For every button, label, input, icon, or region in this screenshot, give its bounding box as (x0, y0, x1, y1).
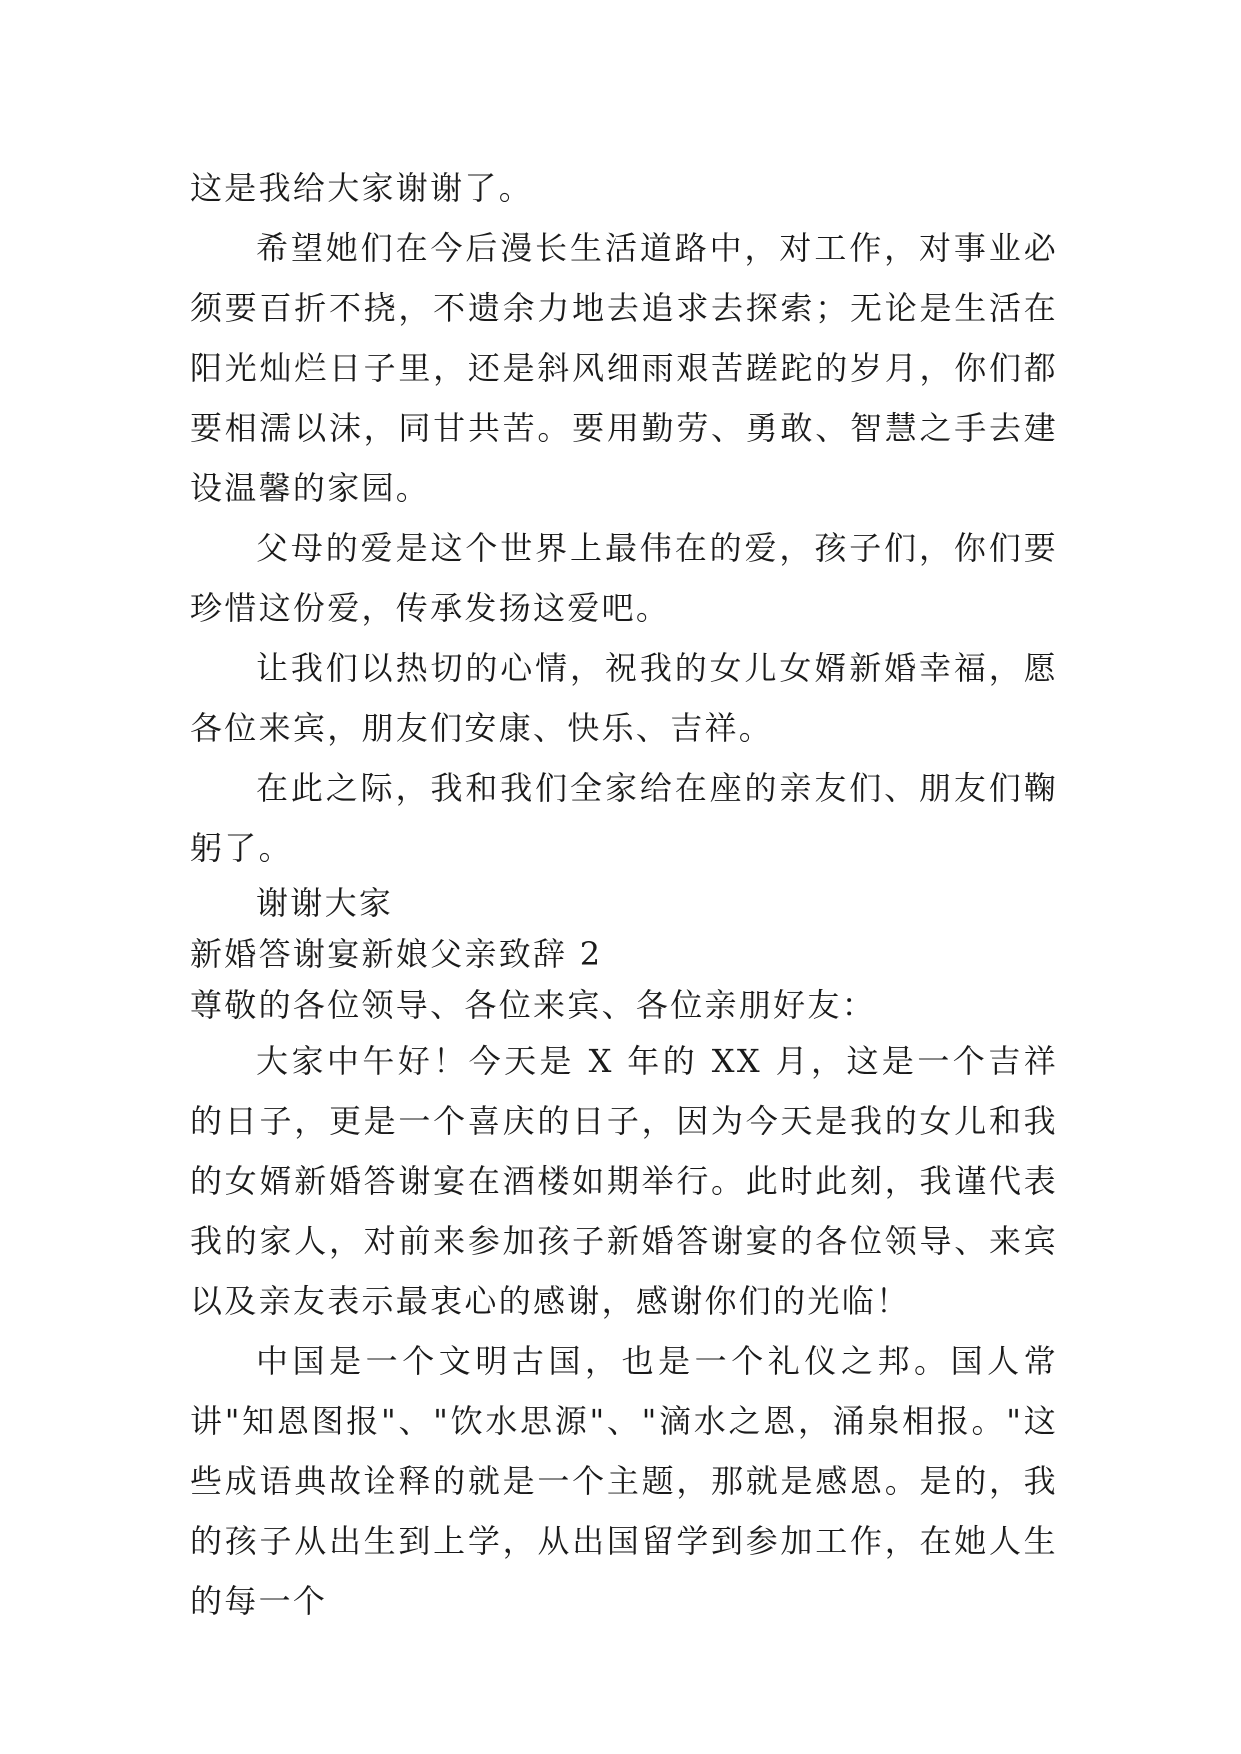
paragraph-bow-to-guests: 在此之际，我和我们全家给在座的亲友们、朋友们鞠躬了。 (190, 769, 1058, 867)
paragraph-blessing: 让我们以热切的心情，祝我的女儿女婿新婚幸福，愿各位来宾，朋友们安康、快乐、吉祥。 (190, 649, 1058, 747)
paragraph-gratitude: 中国是一个文明古国，也是一个礼仪之邦。国人常讲"知恩图报"、"饮水思源"、"滴水之恩，涌泉相报。"这些成语典故诠释的就是一个主题，那就是感恩。是的，我的孩子从出生到上学，从出国留学到参加工作，在她人生的每一个 (190, 1342, 1058, 1620)
document-body (190, 158, 1058, 1631)
paragraph-parents-love: 父母的爱是这个世界上最伟在的爱，孩子们，你们要珍惜这份爱，传承发扬这爱吧。 (190, 529, 1058, 627)
salutation: 尊敬的各位领导、各位来宾、各位亲朋好友： (190, 986, 877, 1024)
paragraph-closing-thanks-fragment: 这是我给大家谢谢了。 (190, 169, 534, 207)
paragraph-greeting: 大家中午好！今天是 X 年的 XX 月，这是一个吉祥的日子，更是一个喜庆的日子，因为今天是我的女儿和我的女婿新婚答谢宴在酒楼如期举行。此时此刻，我谨代表我的家人，对前来参加孩子新婚答谢宴的各位领导、来宾以及亲友表示最衷心的感谢，感谢你们的光临！ (190, 1042, 1058, 1320)
section-heading: 新婚答谢宴新娘父亲致辞 2 (190, 935, 603, 973)
paragraph-thank-you: 谢谢大家 (256, 884, 394, 922)
paragraph-wishes-for-couple: 希望她们在今后漫长生活道路中，对工作，对事业必须要百折不挠，不遗余力地去追求去探索；无论是生活在阳光灿烂日子里，还是斜风细雨艰苦蹉跎的岁月，你们都要相濡以沫，同甘共苦。要用勤劳、勇敢、智慧之手去建设温馨的家园。 (190, 229, 1058, 507)
